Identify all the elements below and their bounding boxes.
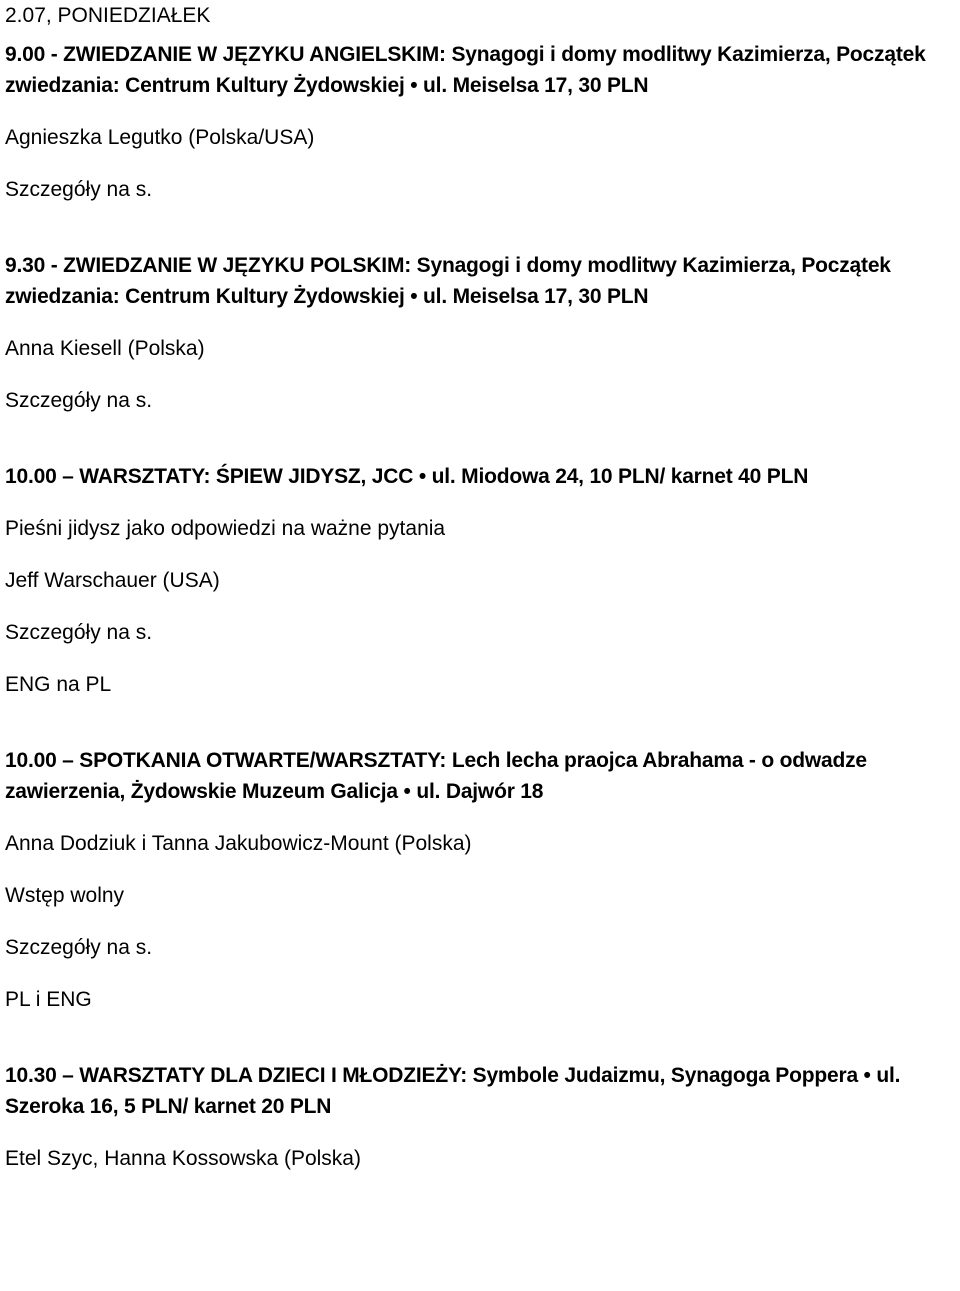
event-price: Wstęp wolny xyxy=(5,884,125,907)
event-presenter: Etel Szyc, Hanna Kossowska (Polska) xyxy=(5,1147,361,1170)
event-title-line: zwiedzania: Centrum Kultury Żydowskiej • ul. Meiselsa 17, 30 PLN xyxy=(5,285,649,308)
event-language: PL i ENG xyxy=(5,988,92,1011)
event-title-line: zawierzenia, Żydowskie Muzeum Galicja • ul. Dajwór 18 xyxy=(5,780,544,803)
event-item xyxy=(5,1060,955,1174)
event-presenter: Jeff Warschauer (USA) xyxy=(5,569,220,592)
event-language: ENG na PL xyxy=(5,673,112,696)
event-details-link: Szczegóły na s. xyxy=(5,178,153,201)
event-details-link: Szczegóły na s. xyxy=(5,621,153,644)
event-title-line: Szeroka 16, 5 PLN/ karnet 20 PLN xyxy=(5,1095,332,1118)
event-details-link: Szczegóły na s. xyxy=(5,936,153,959)
event-presenter: Agnieszka Legutko (Polska/USA) xyxy=(5,126,315,149)
event-item xyxy=(5,39,955,205)
event-title-line: 10.00 – WARSZTATY: ŚPIEW JIDYSZ, JCC • ul. Miodowa 24, 10 PLN/ karnet 40 PLN xyxy=(5,465,809,488)
program-page xyxy=(5,0,955,1174)
event-subtitle: Pieśni jidysz jako odpowiedzi na ważne pytania xyxy=(5,517,446,540)
event-presenter: Anna Dodziuk i Tanna Jakubowicz-Mount (Polska) xyxy=(5,832,472,855)
event-item xyxy=(5,745,955,1015)
event-title-line: 10.30 – WARSZTATY DLA DZIECI I MŁODZIEŻY: Symbole Judaizmu, Synagoga Poppera • ul. xyxy=(5,1064,901,1087)
event-item xyxy=(5,461,955,700)
event-title-line: 9.00 - ZWIEDZANIE W JĘZYKU ANGIELSKIM: Synagogi i domy modlitwy Kazimierza, Początek xyxy=(5,43,926,66)
event-item xyxy=(5,250,955,416)
event-presenter: Anna Kiesell (Polska) xyxy=(5,337,205,360)
event-details-link: Szczegóły na s. xyxy=(5,389,153,412)
event-title-line: 9.30 - ZWIEDZANIE W JĘZYKU POLSKIM: Synagogi i domy modlitwy Kazimierza, Początek xyxy=(5,254,891,277)
event-title-line: 10.00 – SPOTKANIA OTWARTE/WARSZTATY: Lech lecha praojca Abrahama - o odwadze xyxy=(5,749,867,772)
event-title-line: zwiedzania: Centrum Kultury Żydowskiej • ul. Meiselsa 17, 30 PLN xyxy=(5,74,649,97)
day-heading: 2.07, PONIEDZIAŁEK xyxy=(5,4,211,27)
